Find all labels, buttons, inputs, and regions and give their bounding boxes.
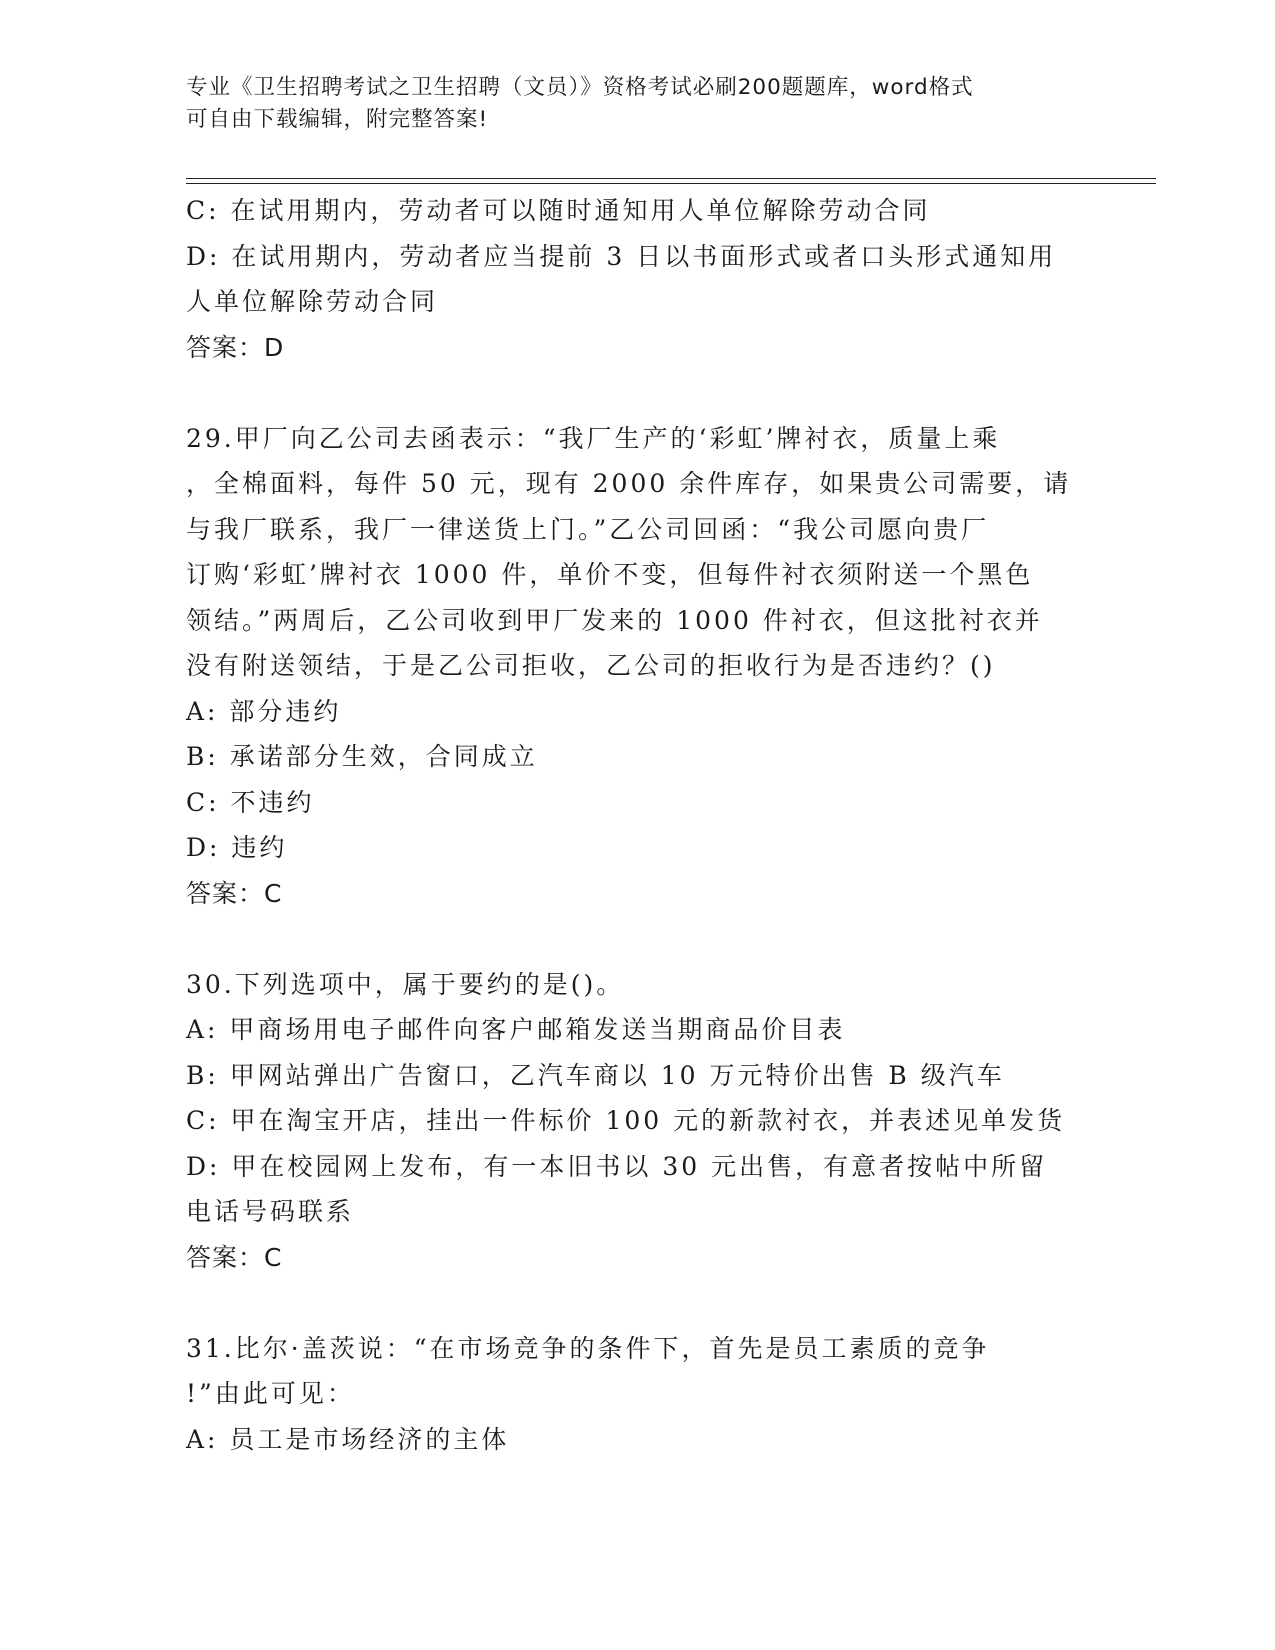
q29-stem-line-3: 与我厂联系，我厂一律送货上门。”乙公司回函：“我公司愿向贵厂: [186, 514, 990, 544]
q29-stem-line-6: 没有附送领结，于是乙公司拒收，乙公司的拒收行为是否违约？(): [186, 651, 996, 680]
q29-stem-line-4: 订购‘彩虹’牌衬衣 1000 件，单价不变，但每件衬衣须附送一个黑色: [186, 560, 1034, 589]
q30-option-c: C: 甲在淘宝开店，挂出一件标价 100 元的新款衬衣，并表述见单发货: [186, 1106, 1066, 1135]
q28-option-d-line-2: 人单位解除劳动合同: [186, 287, 439, 316]
q28-option-c: C: 在试用期内，劳动者可以随时通知用人单位解除劳动合同: [186, 196, 931, 225]
q29-option-a: A: 部分违约: [186, 696, 342, 726]
q29-option-b: B: 承诺部分生效，合同成立: [186, 742, 538, 771]
header-rule-top: [186, 178, 1156, 179]
spacer: [186, 916, 1066, 962]
q28-answer: 答案：D: [186, 332, 285, 362]
q30-stem: 30.下列选项中，属于要约的是()。: [186, 969, 625, 999]
q30-answer: 答案：C: [186, 1242, 283, 1272]
header-rule-bottom: [186, 183, 1156, 184]
header-line-1: 专业《卫生招聘考试之卫生招聘（文员）》资格考试必刷200题题库，word格式: [186, 75, 974, 100]
question-30: [186, 962, 1066, 1281]
question-content: [186, 188, 1072, 1462]
q29-stem-line-1: 29.甲厂向乙公司去函表示：“我厂生产的‘彩虹’牌衬衣，质量上乘: [186, 423, 1001, 453]
spacer: [186, 1280, 1066, 1326]
document-header: [186, 72, 1086, 136]
q29-stem-line-2: ，全棉面料，每件 50 元，现有 2000 余件库存，如果贵公司需要，请: [186, 469, 1072, 498]
q29-answer: 答案：C: [186, 878, 283, 908]
q30-option-a: A: 甲商场用电子邮件向客户邮箱发送当期商品价目表: [186, 1015, 846, 1044]
header-line-2: 可自由下载编辑，附完整答案!: [186, 107, 489, 132]
q31-stem-line-2: !”由此可见：: [186, 1379, 355, 1408]
q30-option-b: B: 甲网站弹出广告窗口，乙汽车商以 10 万元特价出售 B 级汽车: [186, 1060, 1005, 1090]
question-31: [186, 1326, 1066, 1463]
q29-option-d: D: 违约: [186, 833, 288, 862]
q30-option-d-line-1: D: 甲在校园网上发布，有一本旧书以 30 元出售，有意者按帖中所留: [186, 1151, 1048, 1181]
q31-option-a: A: 员工是市场经济的主体: [186, 1424, 510, 1454]
q28-option-d-line-1: D: 在试用期内，劳动者应当提前 3 日以书面形式或者口头形式通知用: [186, 241, 1057, 271]
question-28: [186, 188, 1066, 370]
question-29: [186, 416, 1072, 917]
spacer: [186, 370, 1066, 416]
q29-stem-line-5: 领结。”两周后，乙公司收到甲厂发来的 1000 件衬衣，但这批衬衣并: [186, 605, 1043, 635]
q30-option-d-line-2: 电话号码联系: [186, 1197, 355, 1226]
q29-option-c: C: 不违约: [186, 787, 315, 817]
q31-stem-line-1: 31.比尔·盖茨说：“在市场竞争的条件下，首先是员工素质的竞争: [186, 1333, 990, 1363]
